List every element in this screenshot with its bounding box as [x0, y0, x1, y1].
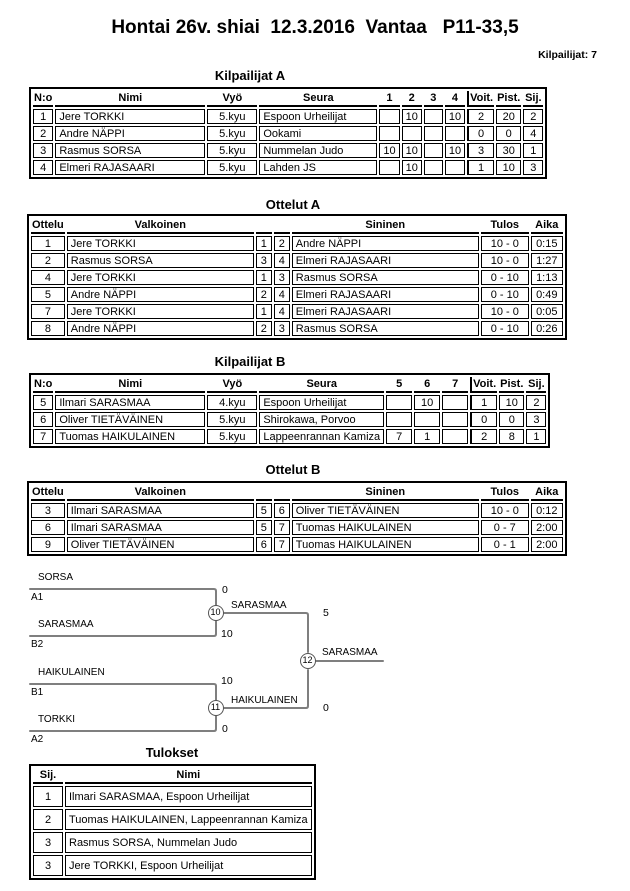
- match-number-circle: 10: [208, 605, 224, 621]
- col-header-no: N:o: [33, 91, 53, 107]
- bracket-seed-label: B1: [31, 687, 44, 698]
- cell-pist: 10: [499, 395, 524, 410]
- cell-white-number: 2: [256, 321, 272, 336]
- bracket-score: 10: [221, 675, 233, 687]
- cell-no: 4: [33, 160, 53, 175]
- bracket-score: 0: [222, 584, 228, 596]
- col-header-score-2: 2: [402, 91, 422, 107]
- cell-sij: 3: [33, 855, 63, 876]
- cell-voit: 1: [467, 160, 494, 175]
- col-header-voit: Voit.: [467, 91, 494, 107]
- cell-nimi: Ilmari SARASMAA, Espoon Urheilijat: [65, 786, 312, 807]
- cell-score: 10: [402, 109, 422, 124]
- cell-vyo: 5.kyu: [207, 143, 257, 158]
- cell-ottelu: 7: [31, 304, 65, 319]
- cell-no: 6: [33, 412, 53, 427]
- cell-no: 1: [33, 109, 53, 124]
- cell-ottelu: 9: [31, 537, 65, 552]
- cell-vyo: 5.kyu: [207, 126, 257, 141]
- cell-score: [402, 126, 422, 141]
- col-header-score-7: 7: [442, 377, 468, 393]
- cell-sij: 1: [523, 143, 543, 158]
- bracket-champion-name: SARASMAA: [322, 647, 378, 658]
- cell-score: [414, 412, 440, 427]
- cell-voit: 2: [467, 109, 494, 124]
- cell-sij: 2: [523, 109, 543, 124]
- bracket-winner-name: HAIKULAINEN: [231, 695, 298, 706]
- cell-sij: 3: [523, 160, 543, 175]
- col-header-white-number: [256, 485, 272, 501]
- cell-nimi: Tuomas HAIKULAINEN: [55, 429, 205, 444]
- cell-valkoinen: Oliver TIETÄVÄINEN: [67, 537, 254, 552]
- cell-score: [424, 109, 443, 124]
- table-row: [31, 537, 563, 552]
- table-row: [33, 855, 312, 876]
- cell-score: [379, 160, 399, 175]
- cell-sij: 1: [526, 429, 546, 444]
- cell-voit: 0: [470, 412, 497, 427]
- table-row: [31, 304, 563, 319]
- cell-score: 10: [445, 109, 465, 124]
- cell-aika: 2:00: [531, 520, 563, 535]
- table-row: [31, 503, 563, 518]
- bracket-score: 10: [221, 628, 233, 640]
- cell-nimi: Elmeri RAJASAARI: [55, 160, 205, 175]
- col-header-blue-number: [274, 218, 290, 234]
- cell-aika: 1:27: [531, 253, 563, 268]
- section-heading-ottelut-b: Ottelut B: [265, 462, 321, 477]
- table-row: [33, 160, 543, 175]
- cell-nimi: Tuomas HAIKULAINEN, Lappeenrannan Kamiza: [65, 809, 312, 830]
- cell-valkoinen: Jere TORKKI: [67, 304, 254, 319]
- cell-ottelu: 3: [31, 503, 65, 518]
- table-header-row: [33, 377, 546, 393]
- cell-score: 10: [402, 160, 422, 175]
- cell-vyo: 5.kyu: [207, 429, 257, 444]
- cell-blue-number: 3: [274, 270, 290, 285]
- cell-nimi: Rasmus SORSA: [55, 143, 205, 158]
- section-heading-ottelut-a: Ottelut A: [265, 197, 321, 212]
- cell-valkoinen: Jere TORKKI: [67, 270, 254, 285]
- bracket-score: 5: [323, 607, 329, 619]
- cell-score: [386, 412, 412, 427]
- cell-vyo: 5.kyu: [207, 109, 257, 124]
- table-row: [31, 321, 563, 336]
- col-header-valkoinen: Valkoinen: [67, 485, 254, 501]
- cell-blue-number: 7: [274, 537, 290, 552]
- col-header-score-3: 3: [424, 91, 443, 107]
- table-row: [33, 126, 543, 141]
- cell-blue-number: 4: [274, 253, 290, 268]
- col-header-ottelu: Ottelu: [31, 485, 65, 501]
- table-row: [33, 109, 543, 124]
- cell-blue-number: 3: [274, 321, 290, 336]
- cell-pist: 30: [496, 143, 521, 158]
- cell-ottelu: 5: [31, 287, 65, 302]
- match-number-circle: 12: [300, 653, 316, 669]
- cell-valkoinen: Andre NÄPPI: [67, 321, 254, 336]
- cell-sij: 2: [526, 395, 546, 410]
- col-header-aika: Aika: [531, 485, 563, 501]
- ottelut-a-table: [27, 214, 567, 340]
- table-row: [33, 429, 546, 444]
- cell-score: [424, 126, 443, 141]
- cell-no: 7: [33, 429, 53, 444]
- cell-pist: 0: [496, 126, 521, 141]
- bracket-seed-label: A2: [31, 734, 44, 745]
- col-header-pist: Pist.: [499, 377, 524, 393]
- kilpailijat-a-table: [29, 87, 547, 179]
- col-header-tulos: Tulos: [481, 485, 529, 501]
- cell-aika: 2:00: [531, 537, 563, 552]
- page-title: Hontai 26v. shiai 12.3.2016 Vantaa P11-33,5: [111, 17, 519, 38]
- cell-voit: 2: [470, 429, 497, 444]
- col-header-sij: Sij.: [33, 768, 63, 784]
- table-row: [31, 520, 563, 535]
- col-header-no: N:o: [33, 377, 53, 393]
- col-header-sininen: Sininen: [292, 218, 479, 234]
- cell-score: [445, 160, 465, 175]
- cell-sininen: Rasmus SORSA: [292, 321, 479, 336]
- cell-valkoinen: Jere TORKKI: [67, 236, 254, 251]
- cell-pist: 20: [496, 109, 521, 124]
- cell-tulos: 0 - 10: [481, 287, 529, 302]
- table-row: [33, 832, 312, 853]
- bracket-line: [224, 613, 308, 652]
- cell-score: [379, 126, 399, 141]
- cell-score: 10: [414, 395, 440, 410]
- bracket-score: 0: [222, 723, 228, 735]
- col-header-sininen: Sininen: [292, 485, 479, 501]
- col-header-seura: Seura: [259, 377, 384, 393]
- cell-sininen: Elmeri RAJASAARI: [292, 304, 479, 319]
- cell-blue-number: 6: [274, 503, 290, 518]
- cell-tulos: 0 - 1: [481, 537, 529, 552]
- cell-white-number: 1: [256, 236, 272, 251]
- cell-vyo: 5.kyu: [207, 160, 257, 175]
- cell-score: 10: [445, 143, 465, 158]
- table-row: [33, 786, 312, 807]
- cell-seura: Espoon Urheilijat: [259, 395, 384, 410]
- cell-valkoinen: Ilmari SARASMAA: [67, 503, 254, 518]
- competitor-count: Kilpailijat: 7: [538, 49, 597, 61]
- cell-sininen: Oliver TIETÄVÄINEN: [292, 503, 479, 518]
- cell-tulos: 10 - 0: [481, 503, 529, 518]
- col-header-ottelu: Ottelu: [31, 218, 65, 234]
- cell-tulos: 0 - 10: [481, 321, 529, 336]
- cell-sij: 2: [33, 809, 63, 830]
- cell-score: [445, 126, 465, 141]
- bracket-line: [30, 589, 216, 605]
- col-header-tulos: Tulos: [481, 218, 529, 234]
- col-header-seura: Seura: [259, 91, 377, 107]
- cell-seura: Shirokawa, Porvoo: [259, 412, 384, 427]
- cell-blue-number: 7: [274, 520, 290, 535]
- cell-aika: 0:05: [531, 304, 563, 319]
- col-header-score-1: 1: [379, 91, 399, 107]
- col-header-score-4: 4: [445, 91, 465, 107]
- cell-aika: 1:13: [531, 270, 563, 285]
- cell-blue-number: 4: [274, 304, 290, 319]
- ottelut-b-table: [27, 481, 567, 556]
- cell-ottelu: 1: [31, 236, 65, 251]
- cell-sininen: Andre NÄPPI: [292, 236, 479, 251]
- cell-score: [424, 160, 443, 175]
- cell-score: 1: [414, 429, 440, 444]
- cell-pist: 8: [499, 429, 524, 444]
- cell-score: [442, 429, 468, 444]
- cell-tulos: 10 - 0: [481, 253, 529, 268]
- table-header-row: [31, 485, 563, 501]
- cell-sininen: Elmeri RAJASAARI: [292, 287, 479, 302]
- cell-no: 2: [33, 126, 53, 141]
- section-heading-kilpailijat-a: Kilpailijat A: [214, 68, 286, 83]
- cell-ottelu: 4: [31, 270, 65, 285]
- table-header-row: [33, 768, 312, 784]
- cell-sij: 3: [33, 832, 63, 853]
- cell-pist: 10: [496, 160, 521, 175]
- cell-seura: Nummelan Judo: [259, 143, 377, 158]
- cell-seura: Lappeenrannan Kamiza: [259, 429, 384, 444]
- bracket-player-name: SARASMAA: [38, 619, 94, 630]
- bracket-line: [30, 684, 216, 701]
- cell-voit: 0: [467, 126, 494, 141]
- table-header-row: [31, 218, 563, 234]
- cell-blue-number: 2: [274, 236, 290, 251]
- col-header-score-5: 5: [386, 377, 412, 393]
- bracket-score: 0: [323, 702, 329, 714]
- cell-nimi: Rasmus SORSA, Nummelan Judo: [65, 832, 312, 853]
- cell-score: [386, 395, 412, 410]
- cell-seura: Lahden JS: [259, 160, 377, 175]
- cell-sininen: Elmeri RAJASAARI: [292, 253, 479, 268]
- kilpailijat-b-table: [29, 373, 550, 448]
- col-header-voit: Voit.: [470, 377, 497, 393]
- col-header-sij: Sij.: [523, 91, 543, 107]
- col-header-valkoinen: Valkoinen: [67, 218, 254, 234]
- cell-aika: 0:12: [531, 503, 563, 518]
- col-header-blue-number: [274, 485, 290, 501]
- table-row: [33, 412, 546, 427]
- cell-tulos: 0 - 10: [481, 270, 529, 285]
- cell-score: [442, 412, 468, 427]
- cell-white-number: 3: [256, 253, 272, 268]
- table-header-row: [33, 91, 543, 107]
- cell-no: 5: [33, 395, 53, 410]
- cell-score: [442, 395, 468, 410]
- section-heading-tulokset: Tulokset: [145, 745, 199, 760]
- cell-aika: 0:15: [531, 236, 563, 251]
- cell-valkoinen: Ilmari SARASMAA: [67, 520, 254, 535]
- bracket-player-name: SORSA: [38, 572, 74, 583]
- cell-valkoinen: Rasmus SORSA: [67, 253, 254, 268]
- cell-white-number: 1: [256, 270, 272, 285]
- cell-sininen: Rasmus SORSA: [292, 270, 479, 285]
- table-row: [33, 395, 546, 410]
- bracket-seed-label: A1: [31, 592, 44, 603]
- cell-seura: Espoon Urheilijat: [259, 109, 377, 124]
- cell-score: 7: [386, 429, 412, 444]
- table-row: [31, 253, 563, 268]
- table-row: [31, 236, 563, 251]
- cell-no: 3: [33, 143, 53, 158]
- cell-score: 10: [379, 143, 399, 158]
- col-header-nimi: Nimi: [55, 91, 205, 107]
- elimination-bracket: [0, 568, 630, 758]
- section-heading-kilpailijat-b: Kilpailijat B: [214, 354, 286, 369]
- cell-nimi: Andre NÄPPI: [55, 126, 205, 141]
- col-header-nimi: Nimi: [65, 768, 312, 784]
- cell-valkoinen: Andre NÄPPI: [67, 287, 254, 302]
- bracket-seed-label: B2: [31, 639, 44, 650]
- cell-tulos: 10 - 0: [481, 304, 529, 319]
- table-row: [33, 809, 312, 830]
- cell-sij: 4: [523, 126, 543, 141]
- cell-white-number: 5: [256, 503, 272, 518]
- cell-nimi: Jere TORKKI, Espoon Urheilijat: [65, 855, 312, 876]
- col-header-vyo: Vyö: [207, 377, 257, 393]
- cell-voit: 1: [470, 395, 497, 410]
- cell-sij: 1: [33, 786, 63, 807]
- cell-aika: 0:49: [531, 287, 563, 302]
- col-header-score-6: 6: [414, 377, 440, 393]
- cell-score: [379, 109, 399, 124]
- cell-nimi: Oliver TIETÄVÄINEN: [55, 412, 205, 427]
- cell-tulos: 0 - 7: [481, 520, 529, 535]
- cell-white-number: 2: [256, 287, 272, 302]
- table-row: [31, 287, 563, 302]
- col-header-nimi: Nimi: [55, 377, 205, 393]
- table-row: [31, 270, 563, 285]
- match-number-circle: 11: [208, 700, 224, 716]
- cell-white-number: 6: [256, 537, 272, 552]
- cell-vyo: 5.kyu: [207, 412, 257, 427]
- col-header-sij: Sij.: [526, 377, 546, 393]
- cell-score: [424, 143, 443, 158]
- cell-nimi: Jere TORKKI: [55, 109, 205, 124]
- bracket-winner-name: SARASMAA: [231, 600, 287, 611]
- cell-seura: Ookami: [259, 126, 377, 141]
- cell-ottelu: 8: [31, 321, 65, 336]
- table-row: [33, 143, 543, 158]
- cell-ottelu: 6: [31, 520, 65, 535]
- cell-nimi: Ilmari SARASMAA: [55, 395, 205, 410]
- col-header-white-number: [256, 218, 272, 234]
- cell-pist: 0: [499, 412, 524, 427]
- cell-aika: 0:26: [531, 321, 563, 336]
- cell-sininen: Tuomas HAIKULAINEN: [292, 520, 479, 535]
- cell-score: 10: [402, 143, 422, 158]
- col-header-pist: Pist.: [496, 91, 521, 107]
- cell-sij: 3: [526, 412, 546, 427]
- cell-white-number: 5: [256, 520, 272, 535]
- cell-voit: 3: [467, 143, 494, 158]
- cell-sininen: Tuomas HAIKULAINEN: [292, 537, 479, 552]
- col-header-aika: Aika: [531, 218, 563, 234]
- cell-tulos: 10 - 0: [481, 236, 529, 251]
- bracket-player-name: TORKKI: [38, 714, 76, 725]
- cell-blue-number: 4: [274, 287, 290, 302]
- col-header-vyo: Vyö: [207, 91, 257, 107]
- cell-white-number: 1: [256, 304, 272, 319]
- cell-ottelu: 2: [31, 253, 65, 268]
- bracket-player-name: HAIKULAINEN: [38, 667, 105, 678]
- cell-vyo: 4.kyu: [207, 395, 257, 410]
- tulokset-table: [29, 764, 316, 880]
